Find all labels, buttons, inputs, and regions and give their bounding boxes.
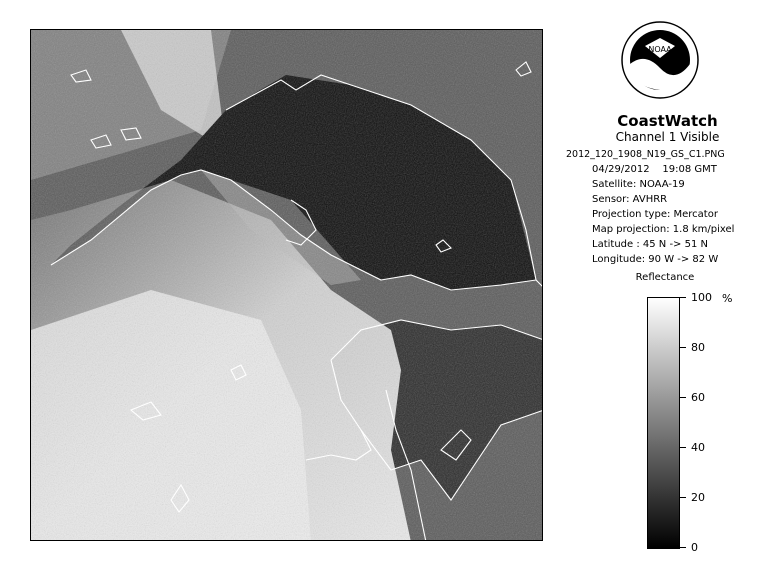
scale-tick: [680, 447, 686, 448]
logo-text: NOAA: [648, 45, 672, 54]
scale-unit: %: [722, 292, 733, 305]
scale-tick-label: 0: [691, 541, 698, 554]
scale-tick-label: 100: [691, 291, 712, 304]
scale-tick: [680, 497, 686, 498]
projection-type-label: Projection type: Mercator: [592, 209, 718, 220]
map-projection-label: Map projection: 1.8 km/pixel: [592, 224, 735, 235]
brand-title: CoastWatch: [617, 112, 718, 130]
image-date-time: [592, 162, 777, 177]
scale-tick: [680, 297, 686, 298]
scale-title: Reflectance: [635, 272, 695, 283]
satellite-label: Satellite: NOAA-19: [592, 179, 685, 190]
satellite-image: [30, 29, 543, 541]
channel-subtitle: Channel 1 Visible: [615, 130, 720, 144]
image-date: 04/29/2012: [592, 164, 650, 175]
reflectance-colorbar: [647, 297, 680, 549]
scale-tick-label: 40: [691, 441, 705, 454]
image-filename: 2012_120_1908_N19_GS_C1.PNG: [566, 149, 725, 160]
scale-tick-label: 80: [691, 341, 705, 354]
longitude-label: Longitude: 90 W -> 82 W: [592, 254, 719, 265]
scale-tick-label: 20: [691, 491, 705, 504]
scale-tick: [680, 547, 686, 548]
scale-tick: [680, 397, 686, 398]
image-time: 19:08 GMT: [662, 164, 717, 175]
scale-tick: [680, 347, 686, 348]
latitude-label: Latitude : 45 N -> 51 N: [592, 239, 708, 250]
sensor-label: Sensor: AVHRR: [592, 194, 668, 205]
scale-tick-label: 60: [691, 391, 705, 404]
noaa-logo-icon: [620, 20, 700, 100]
